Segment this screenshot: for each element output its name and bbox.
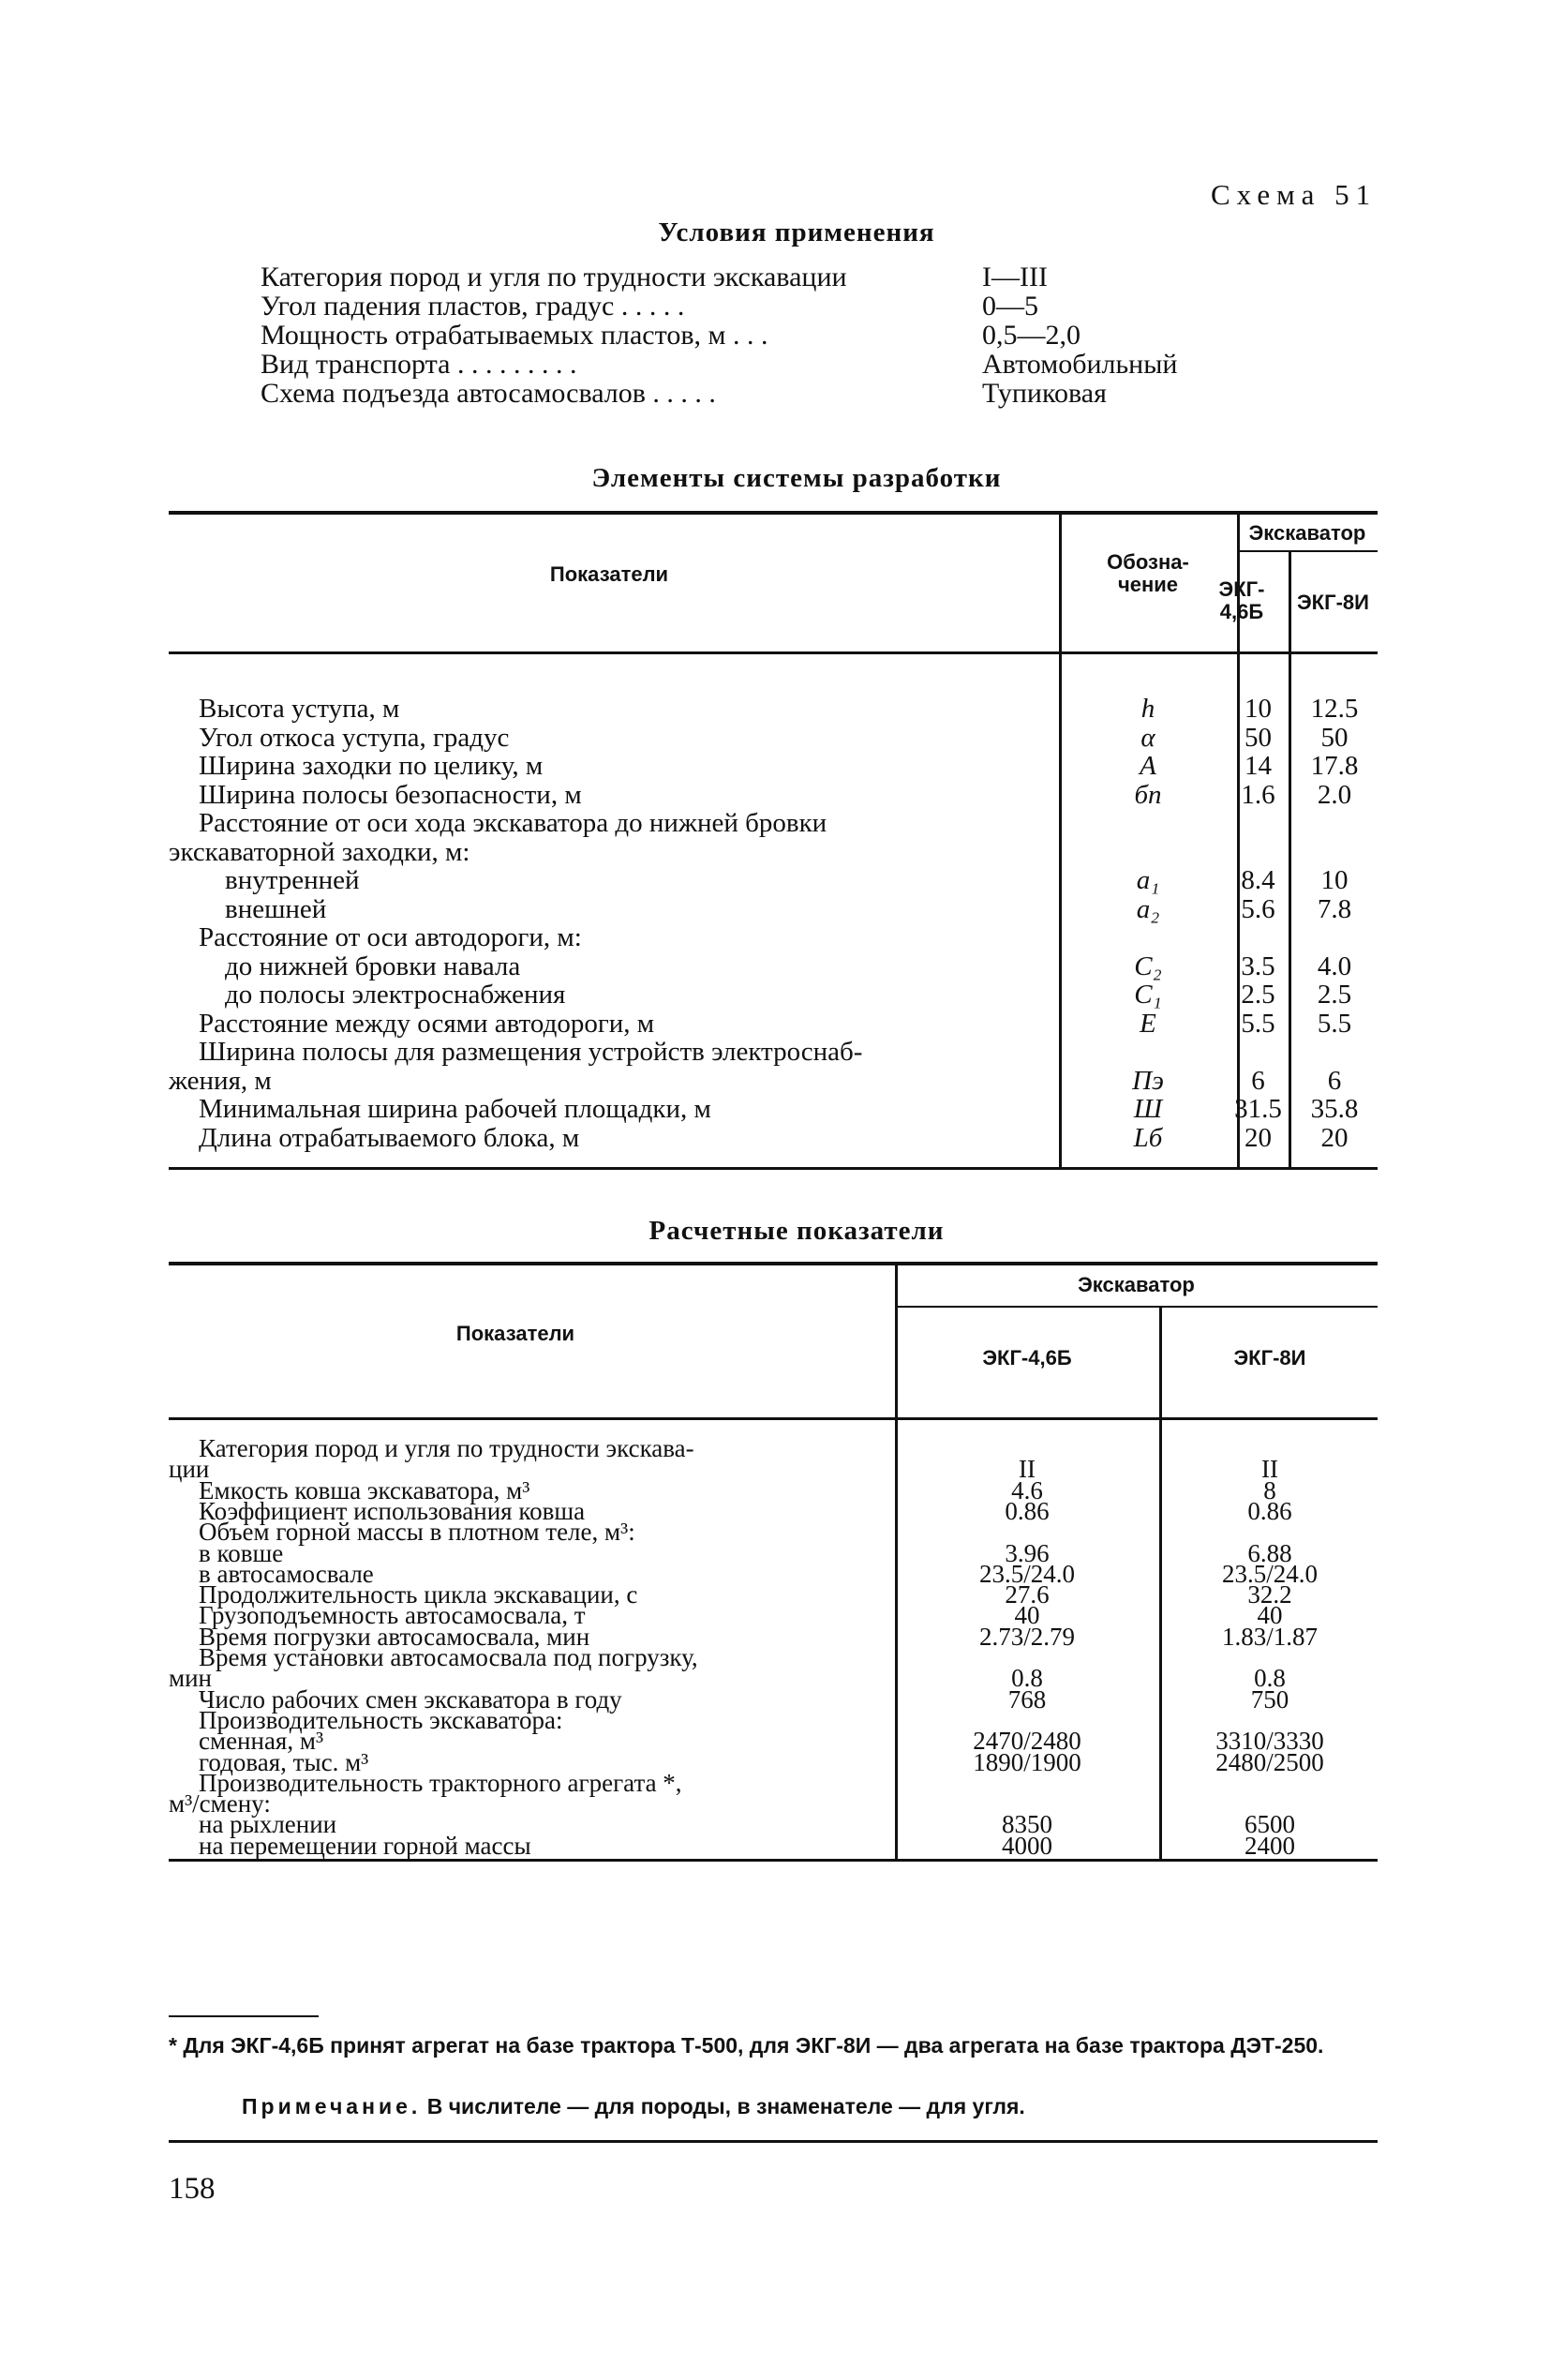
elements-row-label: Расстояние от оси хода экскаватора до нижней бровки	[199, 808, 827, 838]
elements-row-value-ekg8: 2.5	[1317, 980, 1352, 1010]
elements-row-symbol: h	[1140, 694, 1155, 724]
calc-row-value-ekg46: 768	[1007, 1684, 1047, 1714]
elements-header-col2: ЭКГ-8И	[1297, 591, 1369, 614]
elements-row-value-ekg46: 5.6	[1241, 893, 1275, 924]
elements-row	[0, 922, 1550, 951]
condition-row	[261, 292, 1338, 321]
calc-row-label: ции	[169, 1455, 210, 1484]
condition-label: Схема подъезда автосамосвалов . . . . .	[261, 379, 716, 408]
elements-row-value-ekg8: 50	[1320, 722, 1349, 753]
calc-row-value-ekg46: 23.5/24.0	[978, 1559, 1075, 1588]
calc-row-value-ekg8: II	[1261, 1455, 1278, 1484]
elements-row-label: Расстояние между осями автодороги, м	[199, 1008, 655, 1039]
elements-row	[0, 1094, 1550, 1122]
elements-row-value-ekg8: 5.5	[1317, 1008, 1352, 1039]
calc-header-indicator: Показатели	[455, 1322, 575, 1345]
elements-row-value-ekg8: 35.8	[1310, 1094, 1359, 1124]
condition-label: Вид транспорта . . . . . . . . .	[261, 350, 577, 379]
schema-number: Схема 51	[1211, 178, 1378, 211]
elements-row	[0, 1037, 1550, 1065]
elements-header-col1: ЭКГ- 4,6Б	[1218, 577, 1265, 623]
elements-row	[0, 837, 1550, 865]
calc-row-label: Категория пород и угля по трудности экскава-	[199, 1434, 694, 1462]
elements-top-rule	[169, 511, 1378, 515]
footnote-rule	[169, 2015, 319, 2017]
calc-row-label: на перемещении горной массы	[199, 1831, 531, 1860]
elements-row-value-ekg8: 17.8	[1310, 751, 1359, 781]
elements-row-label: экскаваторной заходки, м:	[169, 836, 470, 867]
elements-header-indicator: Показатели	[549, 562, 669, 586]
elements-row-value-ekg46: 3.5	[1241, 951, 1275, 981]
elements-excavator-rule	[1237, 550, 1378, 552]
elements-row	[0, 980, 1550, 1008]
elements-row-label: Расстояние от оси автодороги, м:	[199, 922, 582, 952]
elements-row	[0, 1123, 1550, 1151]
calc-row-value-ekg8: 0.8	[1254, 1664, 1286, 1693]
condition-row	[261, 262, 1338, 292]
elements-row-value-ekg8: 12.5	[1310, 694, 1359, 724]
calc-row-value-ekg8: 32.2	[1247, 1580, 1292, 1609]
condition-label: Категория пород и угля по трудности экскавации	[261, 262, 847, 292]
calc-row-value-ekg8: 1.83/1.87	[1221, 1622, 1318, 1651]
elements-row-label: Минимальная ширина рабочей площадки, м	[199, 1094, 711, 1124]
condition-value: I—III	[982, 262, 1048, 292]
calc-row-label: в автосамосвале	[199, 1559, 374, 1588]
elements-row-label: Длина отрабатываемого блока, м	[199, 1122, 580, 1153]
elements-row-value-ekg8: 7.8	[1317, 893, 1352, 924]
calc-row-value-ekg46: 3.96	[1005, 1538, 1050, 1567]
elements-row-label: Ширина полосы безопасности, м	[199, 779, 582, 810]
elements-bottom-rule	[169, 1167, 1378, 1170]
condition-value: 0,5—2,0	[982, 320, 1081, 351]
elements-row-symbol: Lб	[1133, 1122, 1163, 1153]
elements-row-label: Ширина полосы для размещения устройств электроснаб-	[199, 1037, 863, 1067]
calc-row-value-ekg8: 2480/2500	[1215, 1747, 1324, 1776]
elements-row-symbol: C₁	[1134, 980, 1162, 1010]
calc-header-rule	[169, 1417, 1378, 1420]
elements-row-label: Ширина заходки по целику, м	[199, 751, 544, 781]
elements-row-symbol: Ш	[1133, 1094, 1163, 1124]
footnote: * Для ЭКГ-4,6Б принят агрегат на базе трактора Т-500, для ЭКГ-8И — два агрегата на базе трактора ДЭТ-250.	[169, 2033, 1324, 2058]
calc-row-value-ekg8: 2400	[1244, 1831, 1295, 1860]
elements-row-label: Угол откоса уступа, градус	[199, 722, 510, 753]
calc-row-label: Число рабочих смен экскаватора в году	[199, 1684, 622, 1714]
elements-row-value-ekg46: 8.4	[1241, 865, 1275, 895]
calc-row-label: Производительность экскаватора:	[199, 1705, 563, 1734]
condition-value: Тупиковая	[982, 378, 1107, 409]
elements-row-label: внутренней	[225, 865, 360, 895]
note-lead: Примечание.	[242, 2094, 422, 2118]
calc-row-label: Коэффициент использования ковша	[199, 1496, 586, 1525]
elements-row-symbol: C₂	[1134, 951, 1162, 981]
calc-row-value-ekg46: 4.6	[1011, 1475, 1043, 1504]
calc-row-value-ekg46: 2.73/2.79	[978, 1622, 1075, 1651]
elements-row	[0, 723, 1550, 751]
elements-row-value-ekg46: 10	[1244, 694, 1272, 724]
elements-row-value-ekg8: 6	[1327, 1065, 1342, 1096]
calc-row-label: в ковше	[199, 1538, 284, 1567]
calc-header-col2: ЭКГ-8И	[1233, 1346, 1306, 1370]
calc-row-label: Грузоподъемность автосамосвала, т	[199, 1601, 586, 1630]
elements-row	[0, 951, 1550, 980]
calc-row-value-ekg8: 23.5/24.0	[1221, 1559, 1318, 1588]
calc-row-value-ekg8: 6500	[1244, 1810, 1295, 1839]
elements-row-value-ekg46: 2.5	[1241, 980, 1275, 1010]
calc-row-label: Объем горной массы в плотном теле, м³:	[199, 1518, 635, 1547]
elements-row-symbol: Пэ	[1132, 1065, 1164, 1096]
calc-row-label: сменная, м³	[199, 1727, 324, 1756]
calc-row-value-ekg8: 0.86	[1247, 1496, 1292, 1525]
calc-row-value-ekg46: 1890/1900	[973, 1747, 1081, 1776]
calc-top-rule	[169, 1262, 1378, 1265]
calc-excavator-rule	[895, 1306, 1378, 1308]
calc-row-label: на рыхлении	[199, 1810, 337, 1839]
elements-header-rule	[169, 651, 1378, 654]
elements-row-symbol: А	[1140, 751, 1156, 781]
bottom-rule	[169, 2140, 1378, 2143]
calc-row-value-ekg8: 8	[1263, 1475, 1276, 1504]
elements-row-value-ekg8: 20	[1320, 1122, 1349, 1153]
calc-row-value-ekg8: 750	[1250, 1684, 1289, 1714]
elements-row-symbol: a₂	[1136, 893, 1160, 924]
elements-row	[0, 751, 1550, 779]
elements-row-value-ekg8: 10	[1320, 865, 1349, 895]
elements-row-value-ekg46: 31.5	[1234, 1094, 1282, 1124]
elements-title: Элементы системы разработки	[591, 463, 1002, 493]
elements-row-label: Высота уступа, м	[199, 694, 400, 724]
elements-row-value-ekg8: 2.0	[1317, 779, 1352, 810]
conditions-title: Условия применения	[658, 217, 935, 247]
calc-row-value-ekg46: 2470/2480	[973, 1727, 1081, 1756]
calc-row-label: мин	[169, 1664, 212, 1693]
elements-row-label: жения, м	[169, 1065, 272, 1096]
elements-row-label: внешней	[225, 893, 327, 924]
elements-row-value-ekg46: 50	[1244, 722, 1272, 753]
calc-title: Расчетные показатели	[648, 1216, 945, 1246]
calc-row-label: Время погрузки автосамосвала, мин	[199, 1622, 590, 1651]
elements-row	[0, 865, 1550, 893]
elements-row-symbol: α	[1140, 722, 1155, 753]
elements-row	[0, 780, 1550, 808]
elements-row	[0, 694, 1550, 722]
calc-row	[0, 1832, 1550, 1860]
calc-row-value-ekg8: 6.88	[1247, 1538, 1292, 1567]
calc-row-value-ekg46: 0.8	[1011, 1664, 1043, 1693]
elements-row-value-ekg46: 6	[1251, 1065, 1265, 1096]
condition-label: Мощность отрабатываемых пластов, м . . .	[261, 321, 768, 350]
calc-row-value-ekg46: II	[1019, 1455, 1036, 1484]
elements-row-value-ekg8: 4.0	[1317, 951, 1352, 981]
elements-row-value-ekg46: 20	[1244, 1122, 1272, 1153]
condition-row	[261, 321, 1338, 350]
elements-row-label: до нижней бровки навала	[225, 951, 521, 981]
calc-row-value-ekg46: 0.86	[1005, 1496, 1050, 1525]
elements-row-value-ekg46: 1.6	[1241, 779, 1275, 810]
elements-row	[0, 808, 1550, 836]
elements-row-label: до полосы электроснабжения	[225, 980, 566, 1010]
calc-row-value-ekg8: 3310/3330	[1215, 1727, 1324, 1756]
elements-row-symbol: бп	[1134, 779, 1162, 810]
elements-row	[0, 894, 1550, 922]
elements-row-value-ekg46: 14	[1244, 751, 1272, 781]
calc-row-label: м³/смену:	[169, 1789, 271, 1819]
calc-row-label: Емкость ковша экскаватора, м³	[199, 1475, 530, 1504]
calc-header-excavator: Экскаватор	[1078, 1273, 1195, 1296]
condition-label: Угол падения пластов, градус . . . . .	[261, 292, 685, 321]
note	[242, 2094, 1366, 2119]
calc-row-label: Производительность тракторного агрегата *,	[199, 1768, 682, 1797]
elements-row	[0, 1066, 1550, 1094]
condition-value: Автомобильный	[982, 349, 1178, 380]
calc-row-label: Продолжительность цикла экскавации, с	[199, 1580, 638, 1609]
calc-row-value-ekg46: 4000	[1002, 1831, 1052, 1860]
calc-header-col1: ЭКГ-4,6Б	[982, 1346, 1072, 1370]
calc-row-value-ekg46: 8350	[1002, 1810, 1052, 1839]
elements-row-symbol: E	[1140, 1008, 1156, 1039]
condition-row	[261, 350, 1338, 379]
elements-row-value-ekg46: 5.5	[1241, 1008, 1275, 1039]
condition-value: 0—5	[982, 291, 1038, 322]
calc-row-value-ekg8: 40	[1257, 1601, 1283, 1630]
calc-row-value-ekg46: 40	[1014, 1601, 1040, 1630]
page-number: 158	[169, 2172, 216, 2206]
conditions-list	[261, 262, 1338, 408]
calc-row-value-ekg46: 27.6	[1005, 1580, 1050, 1609]
note-text: В числителе — для породы, в знаменателе — для угля.	[426, 2094, 1025, 2118]
elements-header-designation: Обозна- чение	[1107, 550, 1189, 596]
elements-row-symbol: a₁	[1136, 865, 1160, 895]
elements-header-excavator: Экскаватор	[1248, 521, 1366, 545]
calc-row-label: Время установки автосамосвала под погрузку,	[199, 1643, 698, 1671]
elements-row	[0, 1009, 1550, 1037]
calc-row-label: годовая, тыс. м³	[199, 1747, 369, 1776]
condition-row	[261, 379, 1338, 408]
